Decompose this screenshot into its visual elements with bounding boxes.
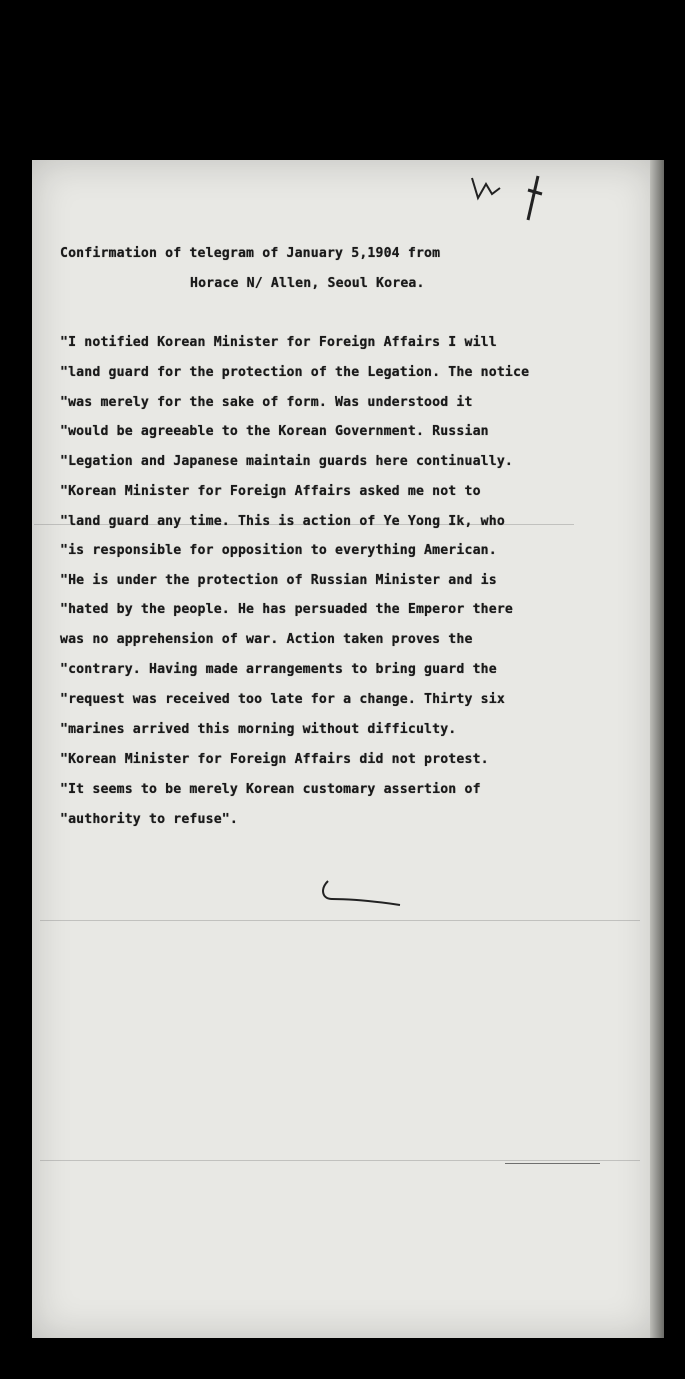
body-line: "He is under the protection of Russian Minister and is bbox=[60, 573, 497, 588]
body-line: "would be agreeable to the Korean Government. Russian bbox=[60, 424, 489, 439]
handwritten-page-mark bbox=[470, 170, 560, 230]
body-line: "Korean Minister for Foreign Affairs asked me not to bbox=[60, 484, 481, 499]
body-line: "Legation and Japanese maintain guards here continually. bbox=[60, 454, 514, 469]
body-line: "authority to refuse". bbox=[60, 812, 238, 827]
handwritten-signature bbox=[318, 875, 408, 915]
scan-artifact bbox=[40, 1160, 640, 1161]
body-line: "land guard for the protection of the Legation. The notice bbox=[60, 365, 530, 380]
body-line: "is responsible for opposition to everything American. bbox=[60, 543, 497, 558]
page-edge bbox=[650, 160, 664, 1338]
body-line: "was merely for the sake of form. Was understood it bbox=[60, 395, 473, 410]
scan-artifact bbox=[505, 1163, 600, 1164]
scan-artifact bbox=[40, 920, 640, 921]
header-line-1: Confirmation of telegram of January 5,1904 from bbox=[60, 246, 441, 261]
body-line: "land guard any time. This is action of Ye Yong Ik, who bbox=[60, 514, 505, 529]
body-line: "It seems to be merely Korean customary assertion of bbox=[60, 782, 481, 797]
body-line: "Korean Minister for Foreign Affairs did not protest. bbox=[60, 752, 489, 767]
body-line: "request was received too late for a change. Thirty six bbox=[60, 692, 505, 707]
body-line: "I notified Korean Minister for Foreign Affairs I will bbox=[60, 335, 497, 350]
body-line: "contrary. Having made arrangements to bring guard the bbox=[60, 662, 497, 677]
body-line: "marines arrived this morning without difficulty. bbox=[60, 722, 457, 737]
body-line: was no apprehension of war. Action taken proves the bbox=[60, 632, 473, 647]
header-line-2: Horace N/ Allen, Seoul Korea. bbox=[190, 276, 425, 291]
body-line: "hated by the people. He has persuaded the Emperor there bbox=[60, 602, 514, 617]
